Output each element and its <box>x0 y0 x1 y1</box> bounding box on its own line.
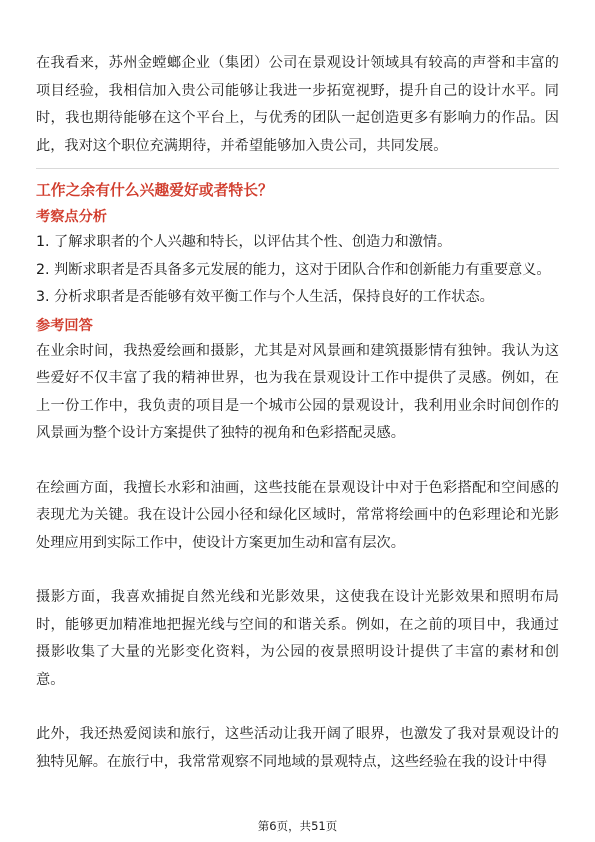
analysis-item: 3. 分析求职者是否能够有效平衡工作与个人生活，保持良好的工作状态。 <box>36 289 494 305</box>
paragraph-spacer <box>36 448 559 475</box>
analysis-list <box>36 229 559 312</box>
page-number-footer: 第6页，共51页 <box>257 819 338 833</box>
intro-paragraph: 在我看来，苏州金螳螂企业（集团）公司在景观设计领域具有较高的声誉和丰富的项目经验，我相信加入贵公司能够让我进一步拓宽视野，提升自己的设计水平。同时，我也期待能够在这个平台上，与优秀的团队一起创造更多有影响力的作品。因此，我对这个职位充满期待，并希望能够加入贵公司，共同发展。 <box>36 55 559 154</box>
answer-paragraph: 在业余时间，我热爱绘画和摄影，尤其是对风景画和建筑摄影情有独钟。我认为这些爱好不仅丰富了我的精神世界，也为我在景观设计工作中提供了灵感。例如，在上一份工作中，我负责的项目是一个城市公园的景观设计，我利用业余时间创作的风景画为整个设计方案提供了独特的视角和色彩搭配灵感。 <box>36 342 559 441</box>
answer-paragraph: 摄影方面，我喜欢捕捉自然光线和光影效果，这使我在设计光影效果和照明布局时，能够更加精准地把握光线与空间的和谐关系。例如，在之前的项目中，我通过摄影收集了大量的光影变化资料，为公园的夜景照明设计提供了丰富的素材和创意。 <box>36 589 559 688</box>
analysis-item: 1. 了解求职者的个人兴趣和特长，以评估其个性、创造力和激情。 <box>36 234 452 250</box>
analysis-item: 2. 判断求职者是否具备多元发展的能力，这对于团队合作和创新能力有重要意义。 <box>36 261 551 278</box>
document-page <box>36 50 559 776</box>
question-heading: 工作之余有什么兴趣爱好或者特长？ <box>36 182 273 199</box>
section-divider <box>36 168 559 169</box>
analysis-title: 考察点分析 <box>36 209 107 225</box>
paragraph-spacer <box>36 557 559 584</box>
answer-paragraph: 在绘画方面，我擅长水彩和油画，这些技能在景观设计中对于色彩搭配和空间感的表现尤为关键。我在设计公园小径和绿化区域时，常常将绘画中的色彩理论和光影处理应用到实际工作中，使设计方案更加生动和富有层次。 <box>36 479 559 551</box>
answer-paragraph: 此外，我还热爱阅读和旅行，这些活动让我开阔了眼界，也激发了我对景观设计的独特见解。在旅行中，我常常观察不同地域的景观特点，这些经验在我的设计中得 <box>36 726 559 770</box>
paragraph-spacer <box>36 694 559 721</box>
answer-title: 参考回答 <box>36 317 93 334</box>
